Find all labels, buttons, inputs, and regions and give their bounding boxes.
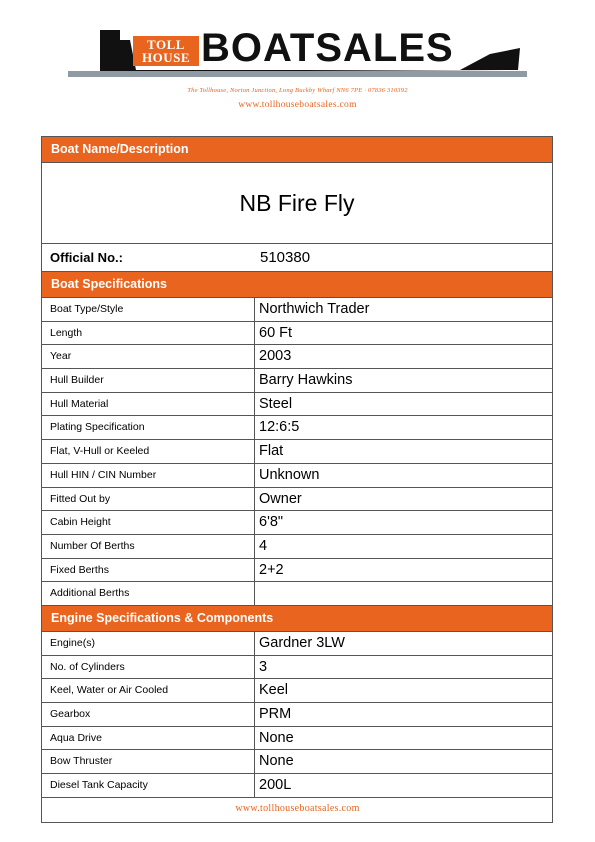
engine-label: Bow Thruster [42, 750, 255, 773]
engine-value: PRM [259, 706, 292, 722]
boat-name: NB Fire Fly [42, 163, 552, 244]
spec-label: Number Of Berths [42, 535, 255, 558]
engine-label: Aqua Drive [42, 727, 255, 750]
engine-label: Gearbox [42, 703, 255, 726]
spec-value: 2003 [259, 348, 292, 365]
engine-value: Keel [259, 682, 289, 699]
address-line: The Tollhouse, Norton Junction, Long Buckby Wharf NN6 7PE · 07836 310392 [187, 87, 408, 94]
table-row [42, 703, 552, 727]
engine-label: Engine(s) [42, 632, 255, 655]
website-link-bottom[interactable]: www.tollhouseboatsales.com [235, 803, 360, 814]
table-row [42, 440, 552, 464]
engine-label: No. of Cylinders [42, 656, 255, 679]
spec-rows [42, 298, 552, 606]
spec-value: Unknown [259, 466, 320, 483]
table-row [42, 416, 552, 440]
spec-label: Plating Specification [42, 416, 255, 439]
spec-value [255, 582, 552, 605]
table-row [42, 774, 552, 798]
spec-label: Hull Material [42, 393, 255, 416]
spec-label: Flat, V-Hull or Keeled [42, 440, 255, 463]
boat-spec-form [41, 136, 553, 823]
spec-value: Barry Hawkins [259, 372, 353, 389]
spec-value: 2+2 [259, 561, 284, 578]
table-row [42, 582, 552, 606]
table-row [42, 535, 552, 559]
table-row [42, 679, 552, 703]
logo-boatsales-text: BOATSALES [201, 26, 454, 70]
table-row [42, 298, 552, 322]
table-row [42, 488, 552, 512]
spec-label: Cabin Height [42, 511, 255, 534]
table-row [42, 727, 552, 751]
spec-label: Length [42, 322, 255, 345]
engine-label: Keel, Water or Air Cooled [42, 679, 255, 702]
spec-value: 12:6:5 [259, 419, 300, 436]
engine-value: None [259, 753, 294, 770]
spec-label: Hull HIN / CIN Number [42, 464, 255, 487]
spec-label: Boat Type/Style [42, 298, 255, 321]
engine-value: 200L [259, 777, 292, 794]
spec-value: Flat [259, 443, 284, 460]
official-number-label: Official No.: [50, 250, 123, 265]
spec-value: Steel [259, 395, 293, 412]
spec-value: 4 [259, 537, 268, 554]
header [0, 0, 595, 120]
spec-label: Fixed Berths [42, 559, 255, 582]
spec-value: Northwich Trader [259, 301, 370, 317]
spec-label: Year [42, 345, 255, 368]
logo-tollhouse-badge [133, 36, 199, 66]
spec-value: Owner [259, 490, 302, 507]
table-row [42, 656, 552, 680]
logo-house-text: HOUSE [141, 50, 190, 65]
official-number-row [42, 244, 552, 272]
logo-toll-text: TOLL [147, 37, 185, 52]
official-number-value: 510380 [260, 249, 311, 266]
table-row [42, 393, 552, 417]
logo-underline [68, 71, 527, 77]
section-boat-name: Boat Name/Description [42, 137, 552, 163]
engine-value: None [259, 729, 294, 746]
table-row [42, 322, 552, 346]
engine-value: 3 [259, 658, 268, 675]
spec-label: Fitted Out by [42, 488, 255, 511]
section-boat-specifications: Boat Specifications [42, 272, 552, 298]
table-row [42, 345, 552, 369]
table-row [42, 464, 552, 488]
table-row [42, 369, 552, 393]
spec-value: 6'8" [259, 514, 284, 531]
engine-rows [42, 632, 552, 798]
website-link-top[interactable]: www.tollhouseboatsales.com [238, 100, 357, 110]
section-engine-specifications: Engine Specifications & Components [42, 606, 552, 632]
spec-value: 60 Ft [259, 324, 293, 341]
spec-label: Additional Berths [42, 582, 255, 605]
table-row [42, 559, 552, 583]
engine-label: Diesel Tank Capacity [42, 774, 255, 797]
engine-value: Gardner 3LW [259, 634, 345, 651]
spec-label: Hull Builder [42, 369, 255, 392]
table-row [42, 632, 552, 656]
table-row [42, 511, 552, 535]
table-row [42, 750, 552, 774]
